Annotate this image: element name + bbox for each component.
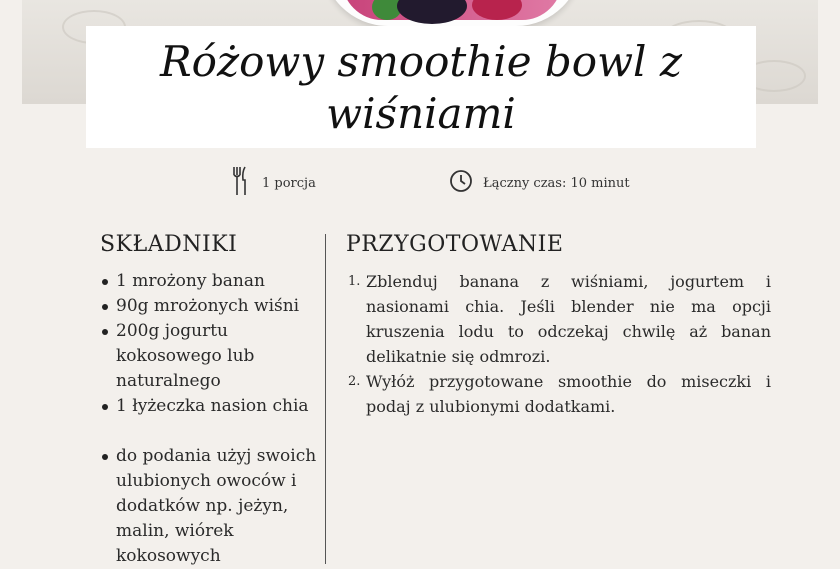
ingredient-item: 1 łyżeczka nasion chia — [116, 394, 320, 419]
ingredients-heading: SKŁADNIKI — [100, 232, 238, 257]
time-info — [449, 168, 630, 198]
fork-knife-icon — [232, 166, 248, 200]
clock-icon — [449, 169, 473, 197]
servings-info — [232, 168, 316, 198]
preparation-step: Zblenduj banana z wiśniami, jogurtem i nasionami chia. Jeśli blender nie ma opcji kruszenia lodu to odczekaj chwilę aż banan delikatnie się odmrozi. — [366, 272, 771, 366]
ingredient-item: 200g jogurtu kokosowego lub naturalnego — [116, 319, 320, 394]
recipe-title: Różowy smoothie bowl z wiśniami — [160, 37, 682, 138]
ingredient-item: 90g mrożonych wiśni — [116, 294, 320, 319]
preparation-heading: PRZYGOTOWANIE — [346, 232, 564, 257]
servings-text: 1 porcja — [262, 175, 316, 191]
title-card — [86, 26, 756, 148]
preparation-section — [346, 232, 771, 419]
preparation-steps — [346, 269, 771, 419]
ingredients-list — [100, 269, 320, 569]
total-time-text: Łączny czas: 10 minut — [483, 175, 630, 191]
ingredients-section — [100, 232, 320, 569]
ingredient-item: do podania użyj swoich ulubionych owoców i dodatków np. jeżyn, malin, wiórek kokosowych — [116, 444, 320, 569]
preparation-step: Wyłóż przygotowane smoothie do miseczki i podaj z ulubionymi dodatkami. — [366, 372, 771, 416]
ingredient-item: 1 mrożony banan — [116, 269, 320, 294]
column-divider — [325, 234, 326, 564]
